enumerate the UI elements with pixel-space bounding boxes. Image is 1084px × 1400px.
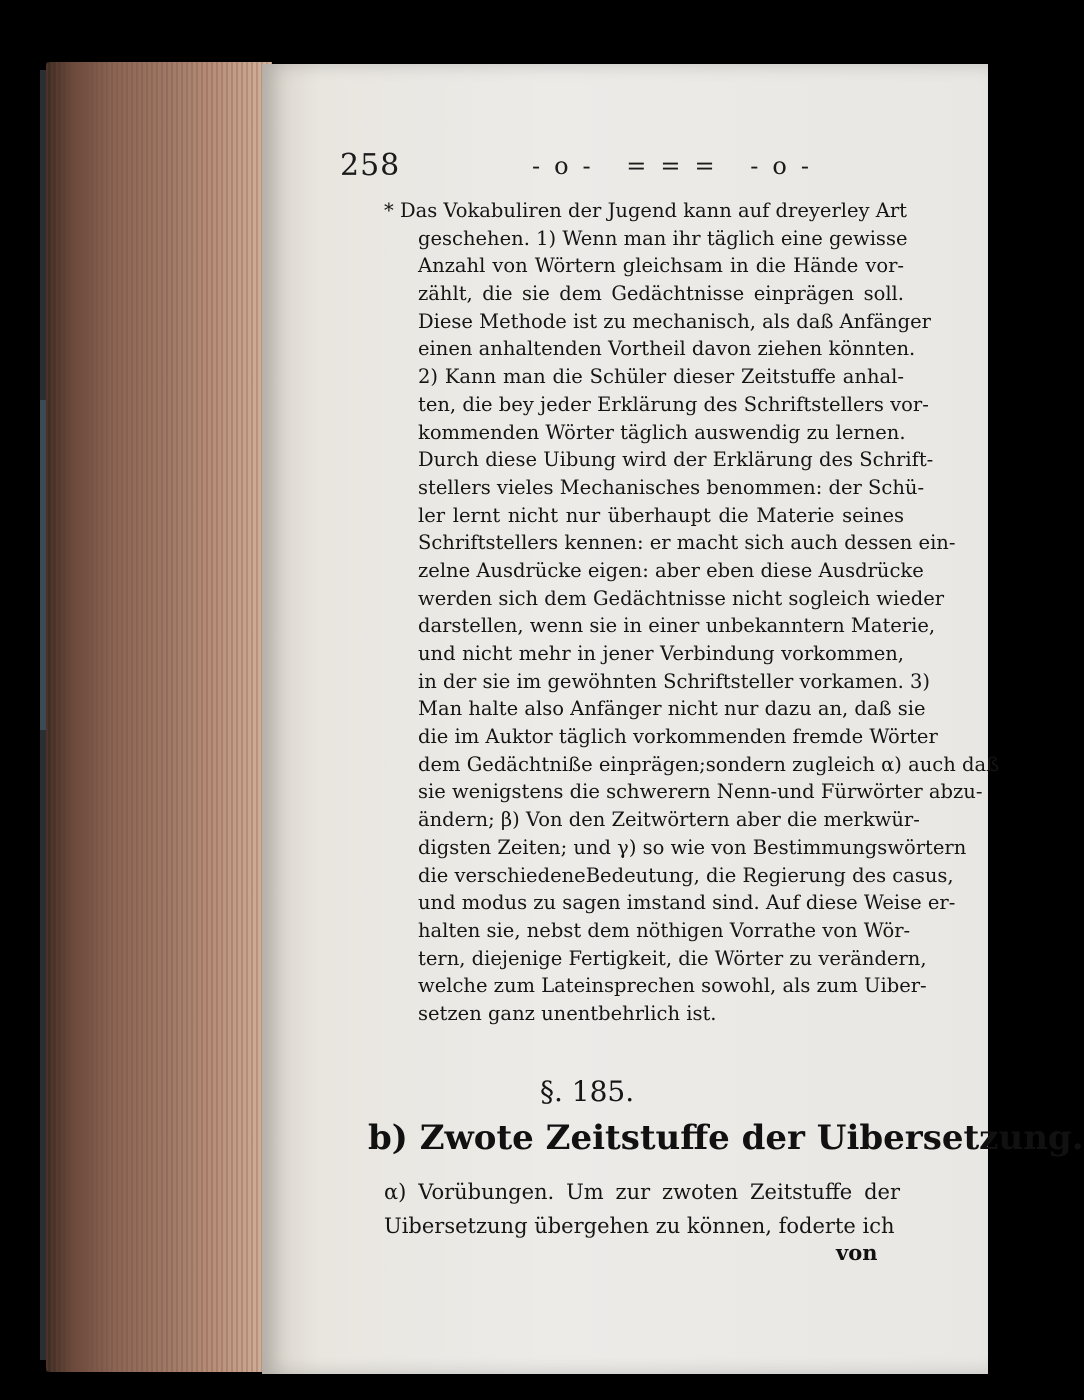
text-line: darstellen, wenn sie in einer unbekanntern Materie, xyxy=(418,614,936,638)
section-number: §. 185. xyxy=(540,1075,635,1108)
text-line: Man halte also Anfänger nicht nur dazu an, daß sie xyxy=(418,697,926,721)
text-line: welche zum Lateinsprechen sowohl, als zum Uiber- xyxy=(418,974,927,998)
page-number: 258 xyxy=(340,148,401,183)
text-line: in der sie im gewöhnten Schriftsteller vorkamen. 3) xyxy=(418,669,931,693)
text-line: α) Vorübungen. Um zur zwoten Zeitstuffe der xyxy=(384,1180,900,1204)
text-line: setzen ganz unentbehrlich ist. xyxy=(418,1001,717,1025)
subsection-text xyxy=(384,1175,900,1243)
text-line: Durch diese Uibung wird der Erklärung des Schrift- xyxy=(418,448,934,472)
page-edges xyxy=(46,62,272,1372)
text-line: 2) Kann man die Schüler dieser Zeitstuffe anhal- xyxy=(418,365,904,389)
text-line: die im Auktor täglich vorkommenden fremde Wörter xyxy=(418,725,938,749)
text-line: einen anhaltenden Vortheil davon ziehen könnten. xyxy=(418,337,916,361)
text-line: tern, diejenige Fertigkeit, die Wörter zu verändern, xyxy=(418,946,927,970)
text-line: ler lernt nicht nur überhaupt die Materie seines xyxy=(418,503,904,527)
text-line: ten, die bey jeder Erklärung des Schriftstellers vor- xyxy=(418,392,929,416)
text-line: zelne Ausdrücke eigen: aber eben diese Ausdrücke xyxy=(418,558,924,582)
text-line: halten sie, nebst dem nöthigen Vorrathe von Wör- xyxy=(418,918,911,942)
section-heading: b) Zwote Zeitstuffe der Uibersetzung. xyxy=(368,1118,1084,1158)
text-line: die verschiedeneBedeutung, die Regierung des casus, xyxy=(418,863,954,887)
header-ornament: -o- === -o- xyxy=(532,152,823,180)
text-line: stellers vieles Mechanisches benommen: der Schü- xyxy=(418,475,925,499)
text-line: kommenden Wörter täglich auswendig zu lernen. xyxy=(418,420,906,444)
text-line: * Das Vokabuliren der Jugend kann auf dreyerley Art xyxy=(384,199,908,222)
text-line: und nicht mehr in jener Verbindung vorkommen, xyxy=(418,642,904,665)
text-line: Schriftstellers kennen: er macht sich auch dessen ein- xyxy=(418,531,956,555)
text-line: ändern; β) Von den Zeitwörtern aber die merkwür- xyxy=(418,808,920,832)
text-line: werden sich dem Gedächtnisse nicht sogleich wieder xyxy=(418,586,945,610)
text-line: geschehen. 1) Wenn man ihr täglich eine gewisse xyxy=(418,226,908,250)
text-line: sie wenigstens die schwerern Nenn-und Fürwörter abzu- xyxy=(418,780,983,804)
catchword: von xyxy=(836,1240,878,1265)
text-line: Anzahl von Wörtern gleichsam in die Hände vor- xyxy=(418,254,904,278)
text-line: Diese Methode ist zu mechanisch, als daß Anfänger xyxy=(418,309,931,333)
text-line: dem Gedächtniße einprägen;sondern zugleich α) auch daß xyxy=(418,752,1000,776)
text-line: Uibersetzung übergehen zu können, foderte ich xyxy=(384,1214,895,1238)
text-line: zählt, die sie dem Gedächtnisse einprägen soll. xyxy=(418,282,904,306)
body-text xyxy=(384,197,1000,1028)
text-line: digsten Zeiten; und γ) so wie von Bestimmungswörtern xyxy=(418,835,967,859)
text-line: und modus zu sagen imstand sind. Auf diese Weise er- xyxy=(418,891,956,915)
page-header xyxy=(340,148,900,184)
